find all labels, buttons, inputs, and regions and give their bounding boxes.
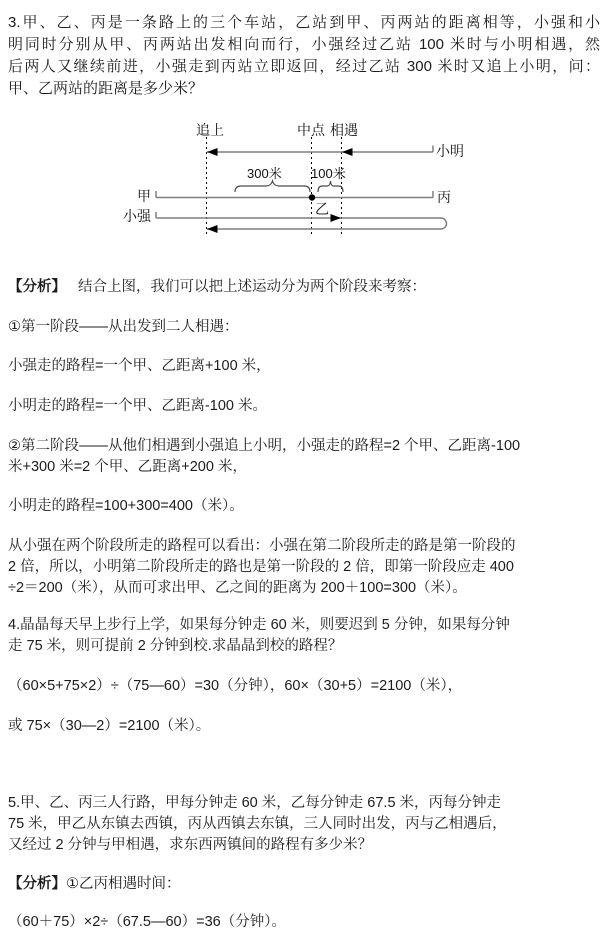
- text-line: ②第二阶段——从他们相遇到小强追上小明，小强走的路程=2 个甲、乙距离-100: [8, 438, 521, 454]
- arrow-left-zhuishang: [207, 148, 218, 156]
- text-line: 2 倍，所以，小明第二阶段所走的路也是第一阶段的 2 倍，即第一阶段应走 400: [8, 559, 514, 575]
- text-line: （60×5+75×2）÷（75—60）=30（分钟），60×（30+5）=2100（米），: [8, 678, 463, 694]
- text-line: 小明走的路程=100+300=400（米）。: [8, 498, 244, 514]
- text-line: 又经过 2 分钟与甲相遇，求东西两镇间的路程有多少米？: [8, 837, 373, 853]
- problem5-analysis: [8, 874, 600, 895]
- text-line: 5.甲、乙、丙三人行路，甲每分钟走 60 米，乙每分钟走 67.5 米，丙每分钟走: [8, 795, 502, 811]
- analysis3-xiaoming-stage2: [8, 496, 600, 517]
- text-line: 米+300 米=2 个甲、乙距离+200 米，: [8, 459, 247, 475]
- problem5-paragraph: [8, 793, 600, 856]
- label-xiaoqiang: 小强: [123, 208, 151, 224]
- distance-diagram: [0, 120, 606, 245]
- xiaoming-path-line: [207, 146, 433, 157]
- text-line: ÷2＝200（米），从而可求出甲、乙之间的距离为 200＋100=300（米）。: [8, 580, 467, 596]
- problem3-paragraph: [8, 12, 600, 100]
- label-yi: 乙: [315, 201, 329, 217]
- analysis3-intro: [8, 277, 600, 298]
- u-turn-path: [156, 218, 447, 229]
- label-100m: 100米: [311, 166, 346, 181]
- text-line: 或 75×（30—2）=2100（米）。: [8, 718, 211, 734]
- analysis-text: ①乙丙相遇时间：: [66, 876, 181, 892]
- problem4-paragraph: [8, 615, 600, 657]
- analysis3-conclusion: [8, 536, 600, 599]
- label-xiangyu: 相遇: [330, 122, 358, 138]
- analysis3-stage2: [8, 436, 600, 478]
- label-zhongdian: 中点: [297, 122, 325, 138]
- analysis-heading: 【分析】: [8, 876, 66, 892]
- label-bing: 丙: [437, 189, 451, 205]
- text-line: 小明走的路程=一个甲、乙距离-100 米。: [8, 398, 268, 414]
- arrow-left-xiangyu: [342, 148, 353, 156]
- arrow-left-return: [207, 225, 218, 233]
- yi-station-dot: [309, 194, 315, 200]
- label-zhuishang: 追上: [196, 122, 224, 138]
- arrow-right-xiangyu: [331, 214, 342, 222]
- analysis3-xiaoming-stage1: [8, 396, 600, 417]
- diagram-figure: [0, 120, 606, 245]
- xiaoqiang-path-line: [156, 212, 447, 233]
- problem5-solution: [8, 912, 600, 933]
- distance-braces: [235, 181, 343, 192]
- label-jia: 甲: [137, 188, 151, 204]
- text-line: 走 75 米，则可提前 2 分钟到校.求晶晶到校的路程？: [8, 638, 343, 654]
- problem4-solution2: [8, 716, 600, 737]
- analysis-heading: 【分析】: [8, 279, 66, 295]
- text-line: 75 米，甲乙从东镇去西镇，丙从西镇去东镇，三人同时出发，丙与乙相遇后，: [8, 816, 507, 832]
- text-line: 后两人又继续前进，小强走到丙站立即返回，经过乙站 300 米时又追上小明，问：: [8, 58, 600, 75]
- analysis3-xiaoqiang-stage1: [8, 356, 600, 377]
- text-line: 从小强在两个阶段所走的路程可以看出：小强在第二阶段所走的路是第一阶段的: [8, 538, 516, 554]
- text-line: 小强走的路程=一个甲、乙距离+100 米，: [8, 358, 271, 374]
- jia-bing-line: [156, 191, 433, 201]
- label-300m: 300米: [247, 166, 282, 181]
- analysis3-stage1-title: [8, 317, 600, 338]
- text-line: 明同时分别从甲、丙两站出发相向而行，小强经过乙站 100 米时与小明相遇，然: [8, 36, 600, 53]
- text-line: 3.甲、乙、丙是一条路上的三个车站，乙站到甲、丙两站的距离相等，小强和小: [8, 14, 600, 31]
- label-xiaoming: 小明: [436, 143, 464, 159]
- problem4-solution1: [8, 676, 600, 697]
- text-line: 4.晶晶每天早上步行上学，如果每分钟走 60 米，则要迟到 5 分钟，如果每分钟: [8, 617, 510, 633]
- text-line: （60＋75）×2÷（67.5—60）=36（分钟）。: [8, 914, 286, 930]
- text-line: 甲、乙两站的距离是多少米？: [8, 80, 204, 97]
- text-line: ①第一阶段——从出发到二人相遇：: [8, 319, 239, 335]
- analysis-intro-text: 结合上图，我们可以把上述运动分为两个阶段来考察：: [78, 279, 426, 295]
